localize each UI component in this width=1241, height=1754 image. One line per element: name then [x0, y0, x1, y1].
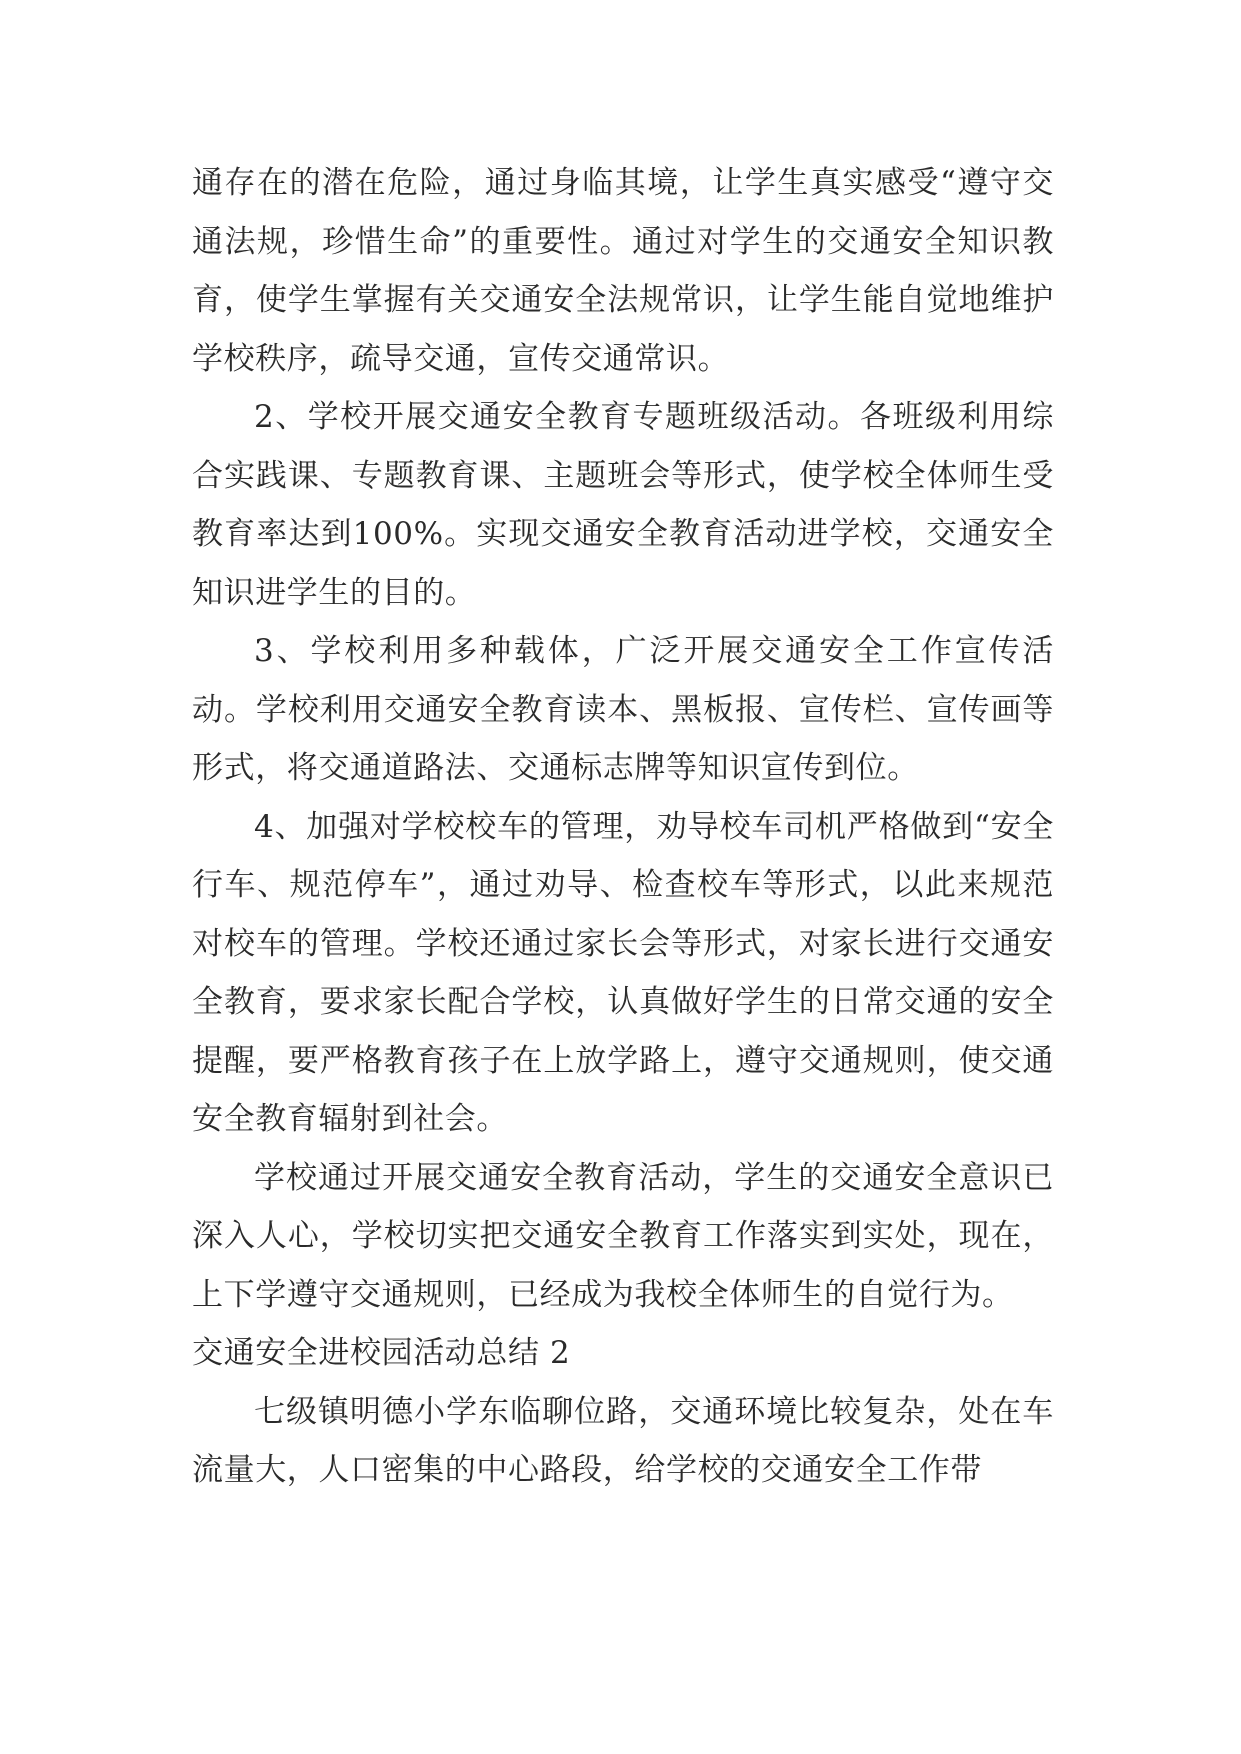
- section-title: 交通安全进校园活动总结 2: [192, 1335, 571, 1371]
- section-paragraph: 七级镇明德小学东临聊位路，交通环境比较复杂，处在车流量大，人口密集的中心路段，给学校的交通安全工作带: [192, 1393, 1054, 1488]
- paragraph-continuation: 通存在的潜在危险，通过身临其境，让学生真实感受“遵守交通法规，珍惜生命”的重要性。通过对学生的交通安全知识教育，使学生掌握有关交通安全法规常识，让学生能自觉地维护学校秩序，疏导交通，宣传交通常识。: [192, 165, 1054, 377]
- paragraph-item-3: 3、学校利用多种载体，广泛开展交通安全工作宣传活动。学校利用交通安全教育读本、黑板报、宣传栏、宣传画等形式，将交通道路法、交通标志牌等知识宣传到位。: [192, 633, 1054, 786]
- paragraph-item-4: 4、加强对学校校车的管理，劝导校车司机严格做到“安全行车、规范停车”，通过劝导、检查校车等形式，以此来规范对校车的管理。学校还通过家长会等形式，对家长进行交通安全教育，要求家长配合学校，认真做好学生的日常交通的安全提醒，要严格教育孩子在上放学路上，遵守交通规则，使交通安全教育辐射到社会。: [192, 808, 1054, 1137]
- paragraph-conclusion: 学校通过开展交通安全教育活动，学生的交通安全意识已深入人心，学校切实把交通安全教育工作落实到实处，现在，上下学遵守交通规则，已经成为我校全体师生的自觉行为。: [192, 1159, 1054, 1313]
- paragraph-item-2: 2、学校开展交通安全教育专题班级活动。各班级利用综合实践课、专题教育课、主题班会等形式，使学校全体师生受教育率达到100%。实现交通安全教育活动进学校，交通安全知识进学生的目的。: [192, 399, 1054, 611]
- document-body: [192, 154, 1054, 1500]
